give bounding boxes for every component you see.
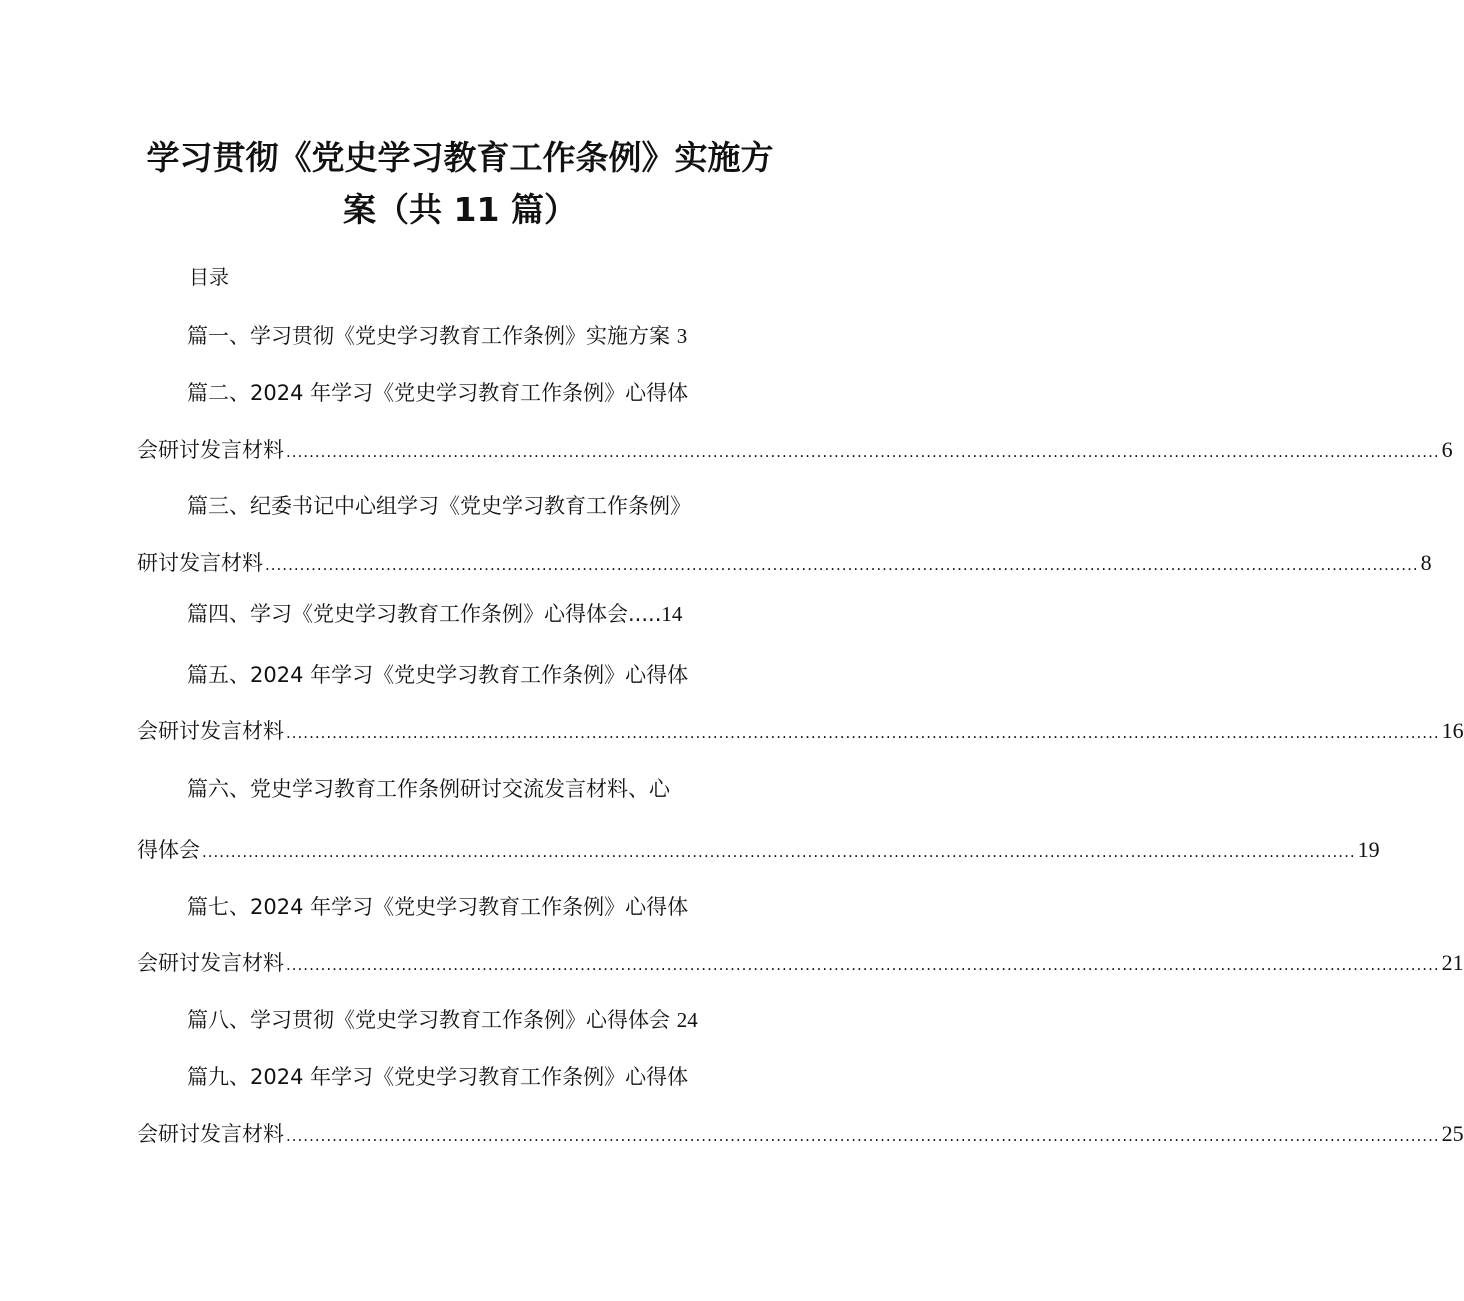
title-line-1: 学习贯彻《党史学习教育工作条例》实施方 xyxy=(146,138,774,177)
toc-entry-text: 会研讨发言材料 xyxy=(137,438,284,462)
toc-entry-8[interactable] xyxy=(187,1005,698,1035)
toc-entry-page: 6 xyxy=(1441,437,1453,462)
toc-entry-3-line-2[interactable] xyxy=(137,548,1432,580)
toc-entry-7-line-2[interactable] xyxy=(137,948,1464,980)
toc-leader-dots: ........................................................................................................................................................................................................ xyxy=(286,956,1440,974)
toc-leader-dots: ........................................................................................................................................................................................................ xyxy=(265,556,1419,574)
toc-entry-text: 会研讨发言材料 xyxy=(137,1122,284,1146)
toc-leader-dots: ........................................................................................................................................................................................................ xyxy=(286,443,1440,461)
toc-entry-5-line-1[interactable]: 篇五、2024 年学习《党史学习教育工作条例》心得体 xyxy=(187,663,689,687)
toc-entry-page: 21 xyxy=(1441,950,1464,975)
toc-entry-page: 16 xyxy=(1441,718,1464,743)
toc-entry-page: 14 xyxy=(661,602,683,626)
toc-entry-text: 会研讨发言材料 xyxy=(137,951,284,975)
toc-entry-6-line-1[interactable]: 篇六、党史学习教育工作条例研讨交流发言材料、心 xyxy=(187,777,670,801)
document-title xyxy=(100,132,820,236)
toc-entry-9-line-1[interactable]: 篇九、2024 年学习《党史学习教育工作条例》心得体 xyxy=(187,1065,689,1089)
toc-entry-text: 研讨发言材料 xyxy=(137,551,263,575)
toc-entry-4[interactable] xyxy=(187,599,682,629)
toc-entry-2-line-2[interactable] xyxy=(137,435,1453,467)
toc-entry-text: 篇四、学习《党史学习教育工作条例》心得体会..... xyxy=(187,602,662,626)
toc-entry-3-line-1[interactable]: 篇三、纪委书记中心组学习《党史学习教育工作条例》 xyxy=(187,494,691,518)
toc-heading: 目录 xyxy=(189,265,229,289)
toc-entry-page: 8 xyxy=(1420,550,1432,575)
toc-entry-5-line-2[interactable] xyxy=(137,716,1464,748)
toc-entry-1[interactable] xyxy=(187,321,687,351)
toc-entry-page: 25 xyxy=(1441,1121,1464,1146)
toc-leader-dots: ........................................................................................................................................................................................................ xyxy=(286,724,1440,742)
toc-entry-page: 19 xyxy=(1357,837,1380,862)
toc-entry-9-line-2[interactable] xyxy=(137,1119,1464,1151)
toc-entry-text: 篇一、学习贯彻《党史学习教育工作条例》实施方案 xyxy=(187,324,677,348)
toc-leader-dots: ........................................................................................................................................................................................................ xyxy=(202,843,1356,861)
toc-entry-page: 24 xyxy=(676,1008,698,1032)
toc-entry-text: 得体会 xyxy=(137,838,200,862)
toc-entry-7-line-1[interactable]: 篇七、2024 年学习《党史学习教育工作条例》心得体 xyxy=(187,895,689,919)
toc-entry-6-line-2[interactable] xyxy=(137,835,1380,867)
toc-leader-dots: ........................................................................................................................................................................................................ xyxy=(286,1127,1440,1145)
toc-entry-text: 会研讨发言材料 xyxy=(137,719,284,743)
toc-entry-text: 篇八、学习贯彻《党史学习教育工作条例》心得体会 xyxy=(187,1008,677,1032)
toc-entry-page: 3 xyxy=(676,324,688,348)
title-line-2: 案（共 11 篇） xyxy=(343,190,577,229)
toc-entry-2-line-1[interactable]: 篇二、2024 年学习《党史学习教育工作条例》心得体 xyxy=(187,381,689,405)
